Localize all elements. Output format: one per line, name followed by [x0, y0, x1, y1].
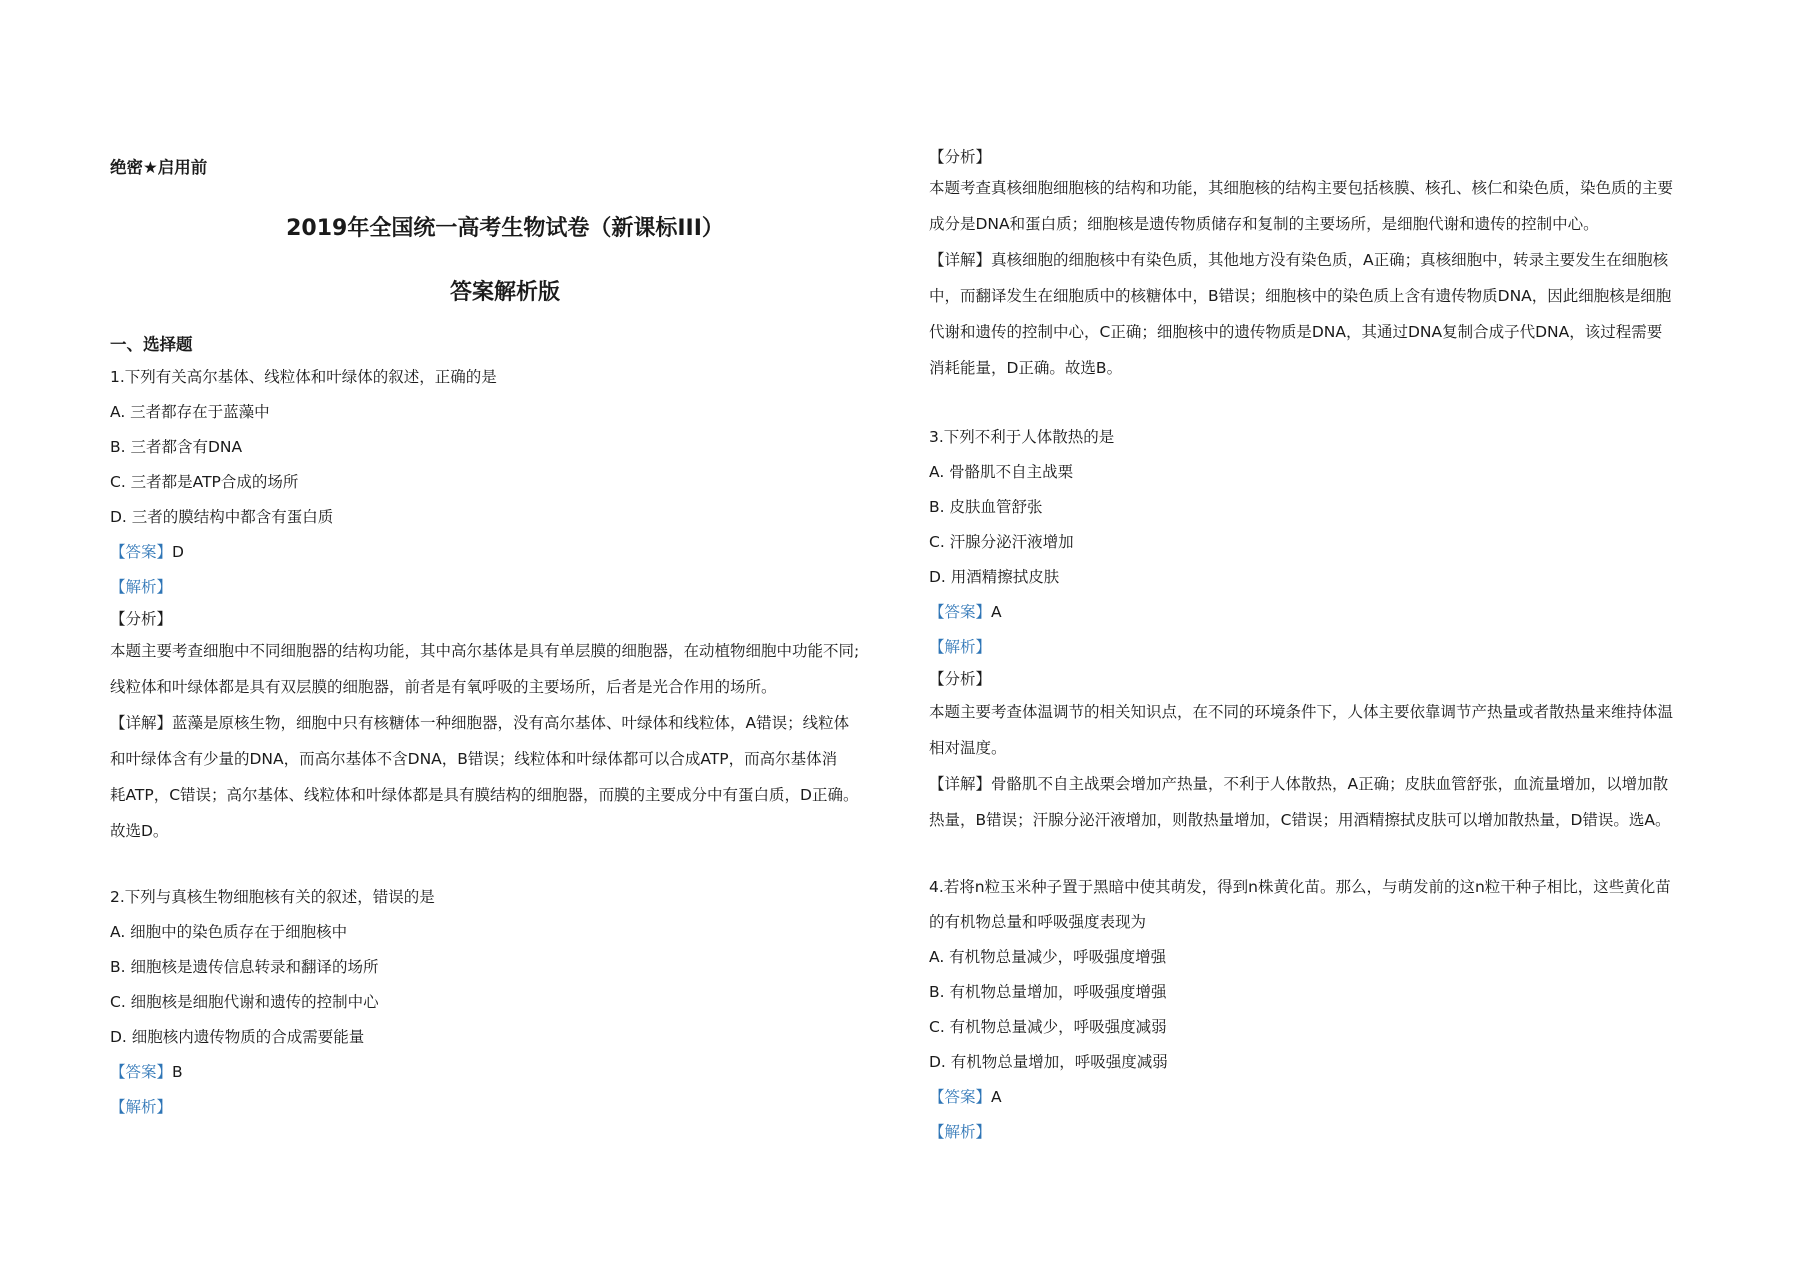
q1-xiangjie-line3: 耗ATP，C错误；高尔基体、线粒体和叶绿体都是具有膜结构的细胞器，而膜的主要成分中有蛋白质，D正确。: [110, 786, 859, 804]
right-column: [929, 0, 1729, 1282]
q2-jiexi-label: 【解析】: [110, 1098, 173, 1116]
q3-option-c: C. 汗腺分泌汗液增加: [929, 533, 1074, 551]
q4-jiexi-label: 【解析】: [929, 1123, 992, 1141]
q3-fenxi-line2: 相对温度。: [929, 739, 1007, 757]
q3-stem: 3.下列不利于人体散热的是: [929, 428, 1115, 446]
q1-xiangjie-line4: 故选D。: [110, 822, 169, 840]
q3-jiexi-label: 【解析】: [929, 638, 992, 656]
left-column: [110, 0, 910, 1282]
q4-option-a: A. 有机物总量减少，呼吸强度增强: [929, 948, 1167, 966]
q3-option-a: A. 骨骼肌不自主战栗: [929, 463, 1074, 481]
answer-label: 【答案】: [110, 1063, 173, 1081]
q3-option-b: B. 皮肤血管舒张: [929, 498, 1043, 516]
q1-fenxi-label: 【分析】: [110, 610, 173, 628]
section-heading: 一、选择题: [110, 335, 193, 354]
q2-option-d: D. 细胞核内遗传物质的合成需要能量: [110, 1028, 365, 1046]
q4-option-d: D. 有机物总量增加，呼吸强度减弱: [929, 1053, 1168, 1071]
q1-xiangjie-line1: 【详解】蓝藻是原核生物，细胞中只有核糖体一种细胞器，没有高尔基体、叶绿体和线粒体，A错误；线粒体: [110, 714, 850, 732]
answer-label: 【答案】: [110, 543, 173, 561]
q2-xiangjie-line3: 代谢和遗传的控制中心，C正确；细胞核中的遗传物质是DNA，其通过DNA复制合成子代DNA，该过程需要: [929, 323, 1663, 341]
q3-answer: [929, 602, 1002, 622]
q1-answer: [110, 542, 184, 562]
q1-jiexi-label: 【解析】: [110, 578, 173, 596]
q3-xiangjie-line2: 热量，B错误；汗腺分泌汗液增加，则散热量增加，C错误；用酒精擦拭皮肤可以增加散热量，D错误。选A。: [929, 811, 1671, 829]
q1-fenxi-line1: 本题主要考查细胞中不同细胞器的结构功能，其中高尔基体是具有单层膜的细胞器，在动植物细胞中功能不同;: [110, 642, 860, 660]
answer-value: B: [172, 1063, 183, 1081]
answer-label: 【答案】: [929, 1088, 992, 1106]
q2-option-c: C. 细胞核是细胞代谢和遗传的控制中心: [110, 993, 379, 1011]
q1-option-d: D. 三者的膜结构中都含有蛋白质: [110, 508, 334, 526]
q2-xiangjie-line4: 消耗能量，D正确。故选B。: [929, 359, 1123, 377]
q1-xiangjie-line2: 和叶绿体含有少量的DNA，而高尔基体不含DNA，B错误；线粒体和叶绿体都可以合成ATP，而高尔基体消: [110, 750, 838, 768]
answer-label: 【答案】: [929, 603, 992, 621]
q2-option-a: A. 细胞中的染色质存在于细胞核中: [110, 923, 348, 941]
q4-stem-line2: 的有机物总量和呼吸强度表现为: [929, 913, 1147, 931]
q2-fenxi-label: 【分析】: [929, 148, 992, 166]
q1-fenxi-line2: 线粒体和叶绿体都是具有双层膜的细胞器，前者是有氧呼吸的主要场所，后者是光合作用的场所。: [110, 678, 777, 696]
q2-xiangjie-line2: 中，而翻译发生在细胞质中的核糖体中，B错误；细胞核中的染色质上含有遗传物质DNA，因此细胞核是细胞: [929, 287, 1672, 305]
q2-answer: [110, 1062, 183, 1082]
q2-xiangjie-line1: 【详解】真核细胞的细胞核中有染色质，其他地方没有染色质，A正确；真核细胞中，转录主要发生在细胞核: [929, 251, 1669, 269]
q1-stem: 1.下列有关高尔基体、线粒体和叶绿体的叙述，正确的是: [110, 368, 497, 386]
q2-fenxi-line1: 本题考查真核细胞细胞核的结构和功能，其细胞核的结构主要包括核膜、核孔、核仁和染色质，染色质的主要: [929, 179, 1674, 197]
q2-stem: 2.下列与真核生物细胞核有关的叙述，错误的是: [110, 888, 435, 906]
q3-fenxi-label: 【分析】: [929, 670, 992, 688]
q2-fenxi-line2: 成分是DNA和蛋白质；细胞核是遗传物质储存和复制的主要场所，是细胞代谢和遗传的控制中心。: [929, 215, 1599, 233]
q4-option-c: C. 有机物总量减少，呼吸强度减弱: [929, 1018, 1167, 1036]
q4-option-b: B. 有机物总量增加，呼吸强度增强: [929, 983, 1167, 1001]
answer-value: D: [172, 543, 184, 561]
answer-value: A: [991, 603, 1002, 621]
top-secret-label: 绝密★启用前: [110, 158, 208, 177]
q4-answer: [929, 1087, 1002, 1107]
q3-xiangjie-line1: 【详解】骨骼肌不自主战栗会增加产热量，不利于人体散热，A正确；皮肤血管舒张，血流量增加，以增加散: [929, 775, 1669, 793]
q1-option-b: B. 三者都含有DNA: [110, 438, 243, 456]
exam-subtitle: 答案解析版: [449, 280, 560, 305]
q2-option-b: B. 细胞核是遗传信息转录和翻译的场所: [110, 958, 379, 976]
q3-fenxi-line1: 本题主要考查体温调节的相关知识点，在不同的环境条件下，人体主要依靠调节产热量或者散热量来维持体温: [929, 703, 1674, 721]
q3-option-d: D. 用酒精擦拭皮肤: [929, 568, 1060, 586]
q1-option-c: C. 三者都是ATP合成的场所: [110, 473, 299, 491]
exam-title: 2019年全国统一高考生物试卷（新课标III）: [286, 216, 724, 241]
q4-stem-line1: 4.若将n粒玉米种子置于黑暗中使其萌发，得到n株黄化苗。那么，与萌发前的这n粒干种子相比，这些黄化苗: [929, 878, 1671, 896]
answer-value: A: [991, 1088, 1002, 1106]
q1-option-a: A. 三者都存在于蓝藻中: [110, 403, 270, 421]
